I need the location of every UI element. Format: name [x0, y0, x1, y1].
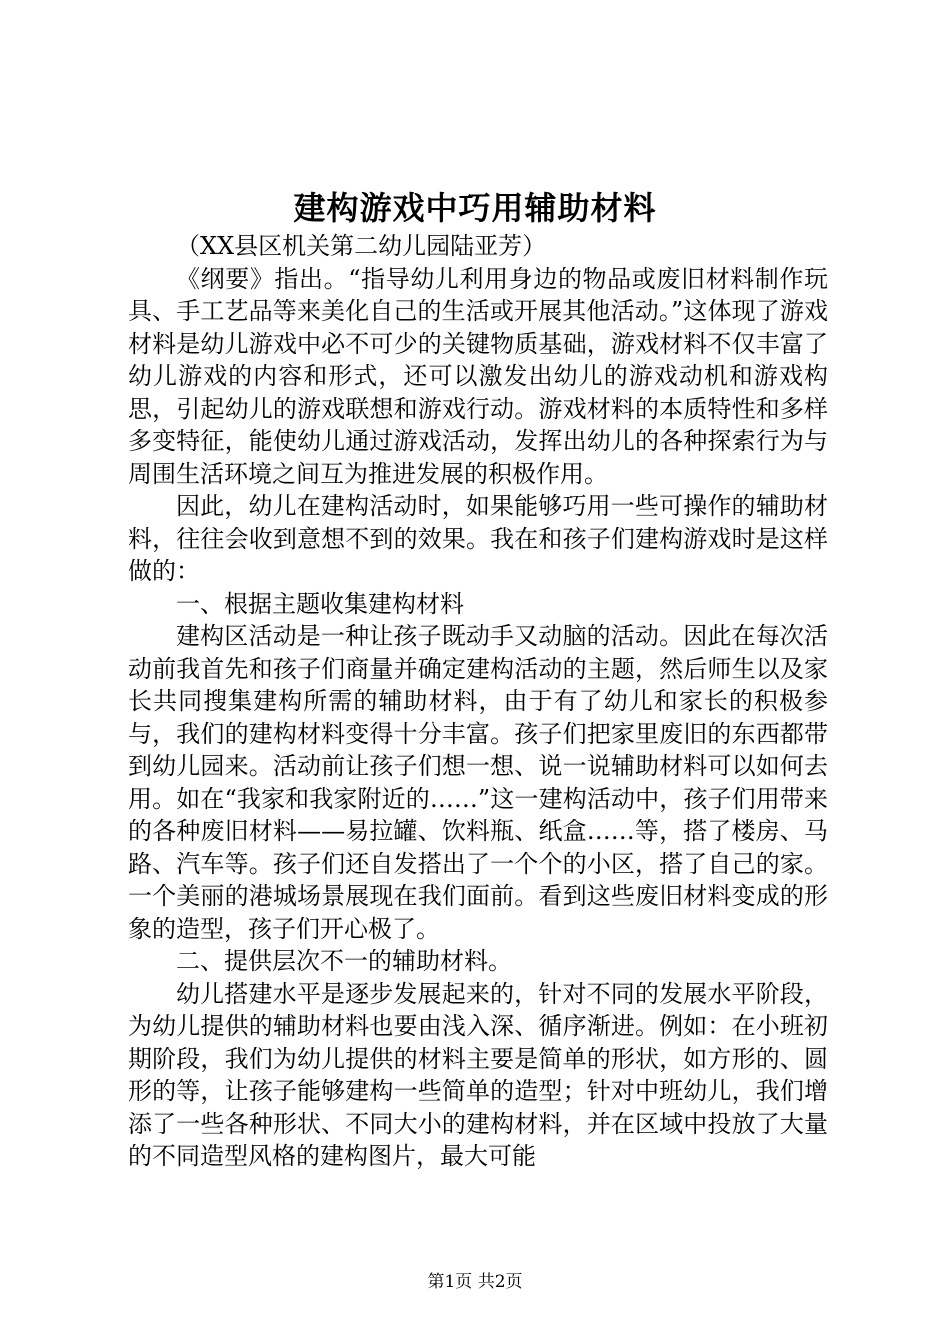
author-line: （XX县区机关第二幼儿园陆亚芳）	[176, 232, 547, 260]
paragraph: 幼儿搭建水平是逐步发展起来的，针对不同的发展水平阶段，为幼儿提供的辅助材料也要由浅入深、循序渐进。例如：在小班初期阶段，我们为幼儿提供的材料主要是简单的形状，如方形的、圆形的等，让孩子能够建构一些简单的造型；针对中班幼儿，我们增添了一些各种形状、不同大小的建构材料，并在区域中投放了大量的不同造型风格的建构图片，最大可能	[128, 979, 828, 1170]
paragraph: 《纲要》指出。“指导幼儿利用身边的物品或废旧材料制作玩具、手工艺品等来美化自己的生活或开展其他活动。”这体现了游戏材料是幼儿游戏中必不可少的关键物质基础，游戏材料不仅丰富了幼儿游戏的内容和形式，还可以激发出幼儿的游戏动机和游戏构思，引起幼儿的游戏联想和游戏行动。游戏材料的本质特性和多样多变特征，能使幼儿通过游戏活动，发挥出幼儿的各种探索行为与周围生活环境之间互为推进发展的积极作用。	[128, 264, 828, 488]
document-title: 建构游戏中巧用辅助材料	[293, 189, 657, 227]
paragraph: 建构区活动是一种让孩子既动手又动脑的活动。因此在每次活动前我首先和孩子们商量并确定建构活动的主题，然后师生以及家长共同搜集建构所需的辅助材料，由于有了幼儿和家长的积极参与，我们的建构材料变得十分丰富。孩子们把家里废旧的东西都带到幼儿园来。活动前让孩子们想一想、说一说辅助材料可以如何去用。如在“我家和我家附近的……”这一建构活动中，孩子们用带来的各种废旧材料——易拉罐、饮料瓶、纸盒……等，搭了楼房、马路、汽车等。孩子们还自发搭出了一个个的小区，搭了自己的家。一个美丽的港城场景展现在我们面前。看到这些废旧材料变成的形象的造型，孩子们开心极了。	[128, 622, 828, 943]
document-body	[128, 230, 828, 1173]
page-footer: 第1页 共2页	[427, 1272, 523, 1292]
section-heading: 二、提供层次不一的辅助材料。	[176, 947, 512, 975]
section-heading: 一、根据主题收集建构材料	[176, 589, 464, 618]
paragraph: 因此，幼儿在建构活动时，如果能够巧用一些可操作的辅助材料，往往会收到意想不到的效果。我在和孩子们建构游戏时是这样做的：	[128, 492, 828, 585]
